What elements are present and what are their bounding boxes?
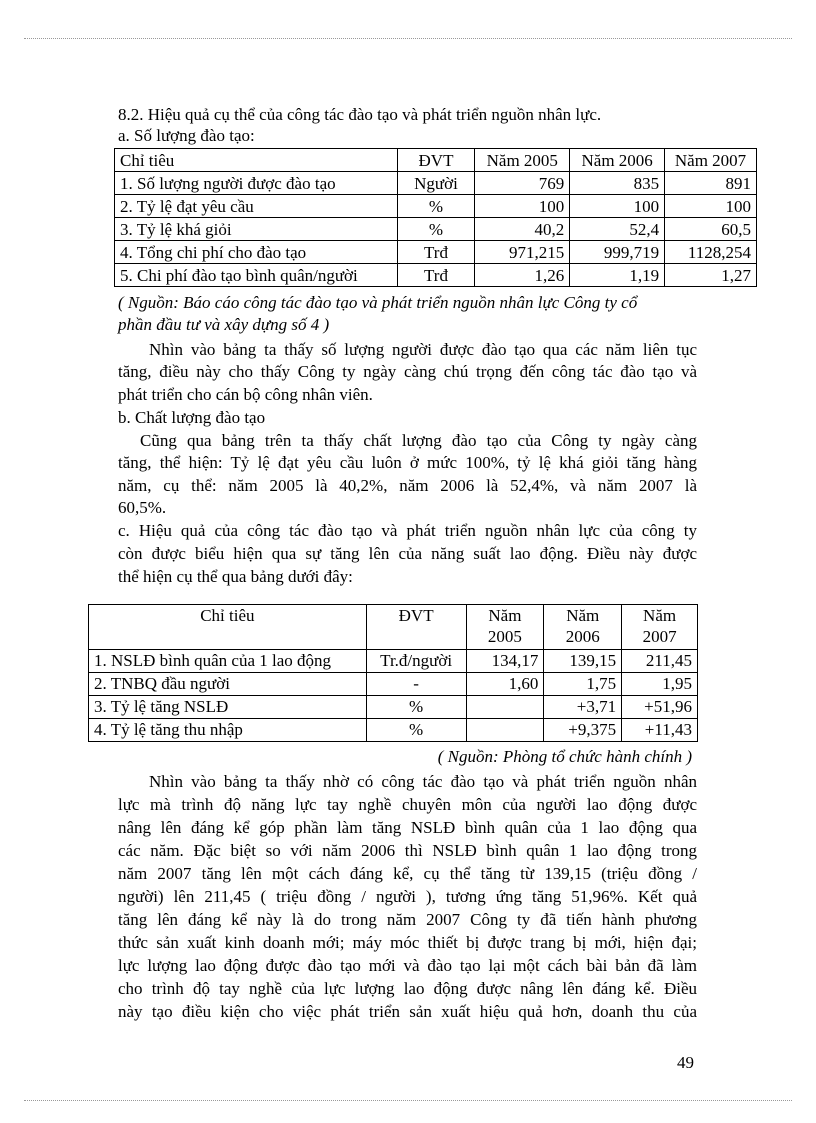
paragraph-line: tăng, thể hiện: Tỷ lệ đạt yêu cầu luôn ở mức 100%, tỷ lệ khá giỏi tăng hàng <box>118 453 697 472</box>
table-cell: 1,19 <box>570 264 665 287</box>
header-cell: Năm 2007 <box>665 149 757 172</box>
header-label: Năm <box>566 606 600 625</box>
table-cell: 100 <box>665 195 757 218</box>
table-cell: 4. Tổng chi phí cho đào tạo <box>115 241 398 264</box>
table-cell: % <box>366 719 466 742</box>
header-cell <box>544 605 622 650</box>
table-cell: 1,60 <box>466 673 544 696</box>
table-row <box>115 241 757 264</box>
paragraph-line: năm, cụ thể: năm 2005 là 40,2%, năm 2006 là 52,4%, và năm 2007 là <box>118 476 697 495</box>
table-row <box>115 218 757 241</box>
table-cell: 769 <box>475 172 570 195</box>
table-header-row <box>89 605 698 650</box>
table-cell: 1,26 <box>475 264 570 287</box>
paragraph-line: thể hiện cụ thể qua bảng dưới đây: <box>118 567 353 586</box>
top-border <box>24 38 792 39</box>
table-row <box>115 264 757 287</box>
table-row <box>115 172 757 195</box>
header-year: 2006 <box>565 627 600 646</box>
paragraph-line: tăng lên đáng kể này là do trong năm 2007 Công ty đã tiến hành phương <box>118 910 697 929</box>
training-table <box>114 148 757 287</box>
paragraph-line: còn được biểu hiện qua sự tăng lên của năng suất lao động. Điều này được <box>118 544 697 563</box>
table-cell <box>466 719 544 742</box>
table-cell: 1,95 <box>622 673 698 696</box>
table-cell: 40,2 <box>475 218 570 241</box>
paragraph-line: người) lên 211,45 ( triệu đồng / người ), tương ứng tăng 51,96%. Kết quả <box>118 887 697 906</box>
paragraph-line: này tạo điều kiện cho việc phát triển sản xuất hiệu quả hơn, doanh thu của <box>118 1002 697 1021</box>
header-cell <box>466 605 544 650</box>
paragraph-line: năm 2007 tăng lên một cách đáng kể, cụ thể tăng từ 139,15 (triệu đồng / <box>118 864 697 883</box>
table-cell: - <box>366 673 466 696</box>
source-note: ( Nguồn: Báo cáo công tác đào tạo và phát triển nguồn nhân lực Công ty cổ <box>118 293 638 312</box>
table-cell: +11,43 <box>622 719 698 742</box>
header-label: Năm <box>488 606 522 625</box>
table-cell <box>466 696 544 719</box>
paragraph-line: nâng lên đáng kể góp phần làm tăng NSLĐ bình quân của 1 lao động qua <box>118 818 697 837</box>
table-cell: 3. Tỷ lệ tăng NSLĐ <box>89 696 367 719</box>
table-cell: 4. Tỷ lệ tăng thu nhập <box>89 719 367 742</box>
table-cell: 100 <box>475 195 570 218</box>
source-note: phần đầu tư và xây dựng số 4 ) <box>118 315 330 334</box>
table-cell: 1128,254 <box>665 241 757 264</box>
table-cell: 999,719 <box>570 241 665 264</box>
table-row <box>89 650 698 673</box>
table-row <box>89 719 698 742</box>
subheading-b: b. Chất lượng đào tạo <box>118 408 266 427</box>
table-cell: 211,45 <box>622 650 698 673</box>
header-label: Năm <box>643 606 677 625</box>
table-cell: Tr.đ/người <box>366 650 466 673</box>
paragraph-line: Nhìn vào bảng ta thấy số lượng người được đào tạo qua các năm liên tục <box>149 340 697 359</box>
header-cell: Chỉ tiêu <box>89 605 367 650</box>
paragraph-line: tăng, điều này cho thấy Công ty ngày càng chú trọng đến công tác đào tạo và <box>118 362 697 381</box>
header-cell: ĐVT <box>366 605 466 650</box>
table-cell: 2. Tỷ lệ đạt yêu cầu <box>115 195 398 218</box>
paragraph-line: c. Hiệu quả của công tác đào tạo và phát triển nguồn nhân lực của công ty <box>118 521 697 540</box>
table-cell: 139,15 <box>544 650 622 673</box>
header-cell <box>622 605 698 650</box>
table-cell: 971,215 <box>475 241 570 264</box>
paragraph-line: 60,5%. <box>118 498 167 517</box>
table-cell: 1,75 <box>544 673 622 696</box>
source-note: ( Nguồn: Phòng tổ chức hành chính ) <box>437 747 692 766</box>
table-cell: 60,5 <box>665 218 757 241</box>
table-cell: 2. TNBQ đầu người <box>89 673 367 696</box>
section-heading: 8.2. Hiệu quả cụ thể của công tác đào tạo và phát triển nguồn nhân lực. <box>118 105 602 124</box>
paragraph-line: Nhìn vào bảng ta thấy nhờ có công tác đào tạo và phát triển nguồn nhân <box>149 772 697 791</box>
paragraph-line: Cũng qua bảng trên ta thấy chất lượng đào tạo của Công ty ngày càng <box>140 431 697 450</box>
table-cell: 134,17 <box>466 650 544 673</box>
table-cell: % <box>397 195 475 218</box>
header-year: 2005 <box>487 627 522 646</box>
table-cell: +9,375 <box>544 719 622 742</box>
table-cell: 1. NSLĐ bình quân của 1 lao động <box>89 650 367 673</box>
table-header-row <box>115 149 757 172</box>
paragraph-line: cho trình độ tay nghề của lực lượng lao động được nâng lên đáng kể. Điều <box>118 979 697 998</box>
table-cell: 1. Số lượng người được đào tạo <box>115 172 398 195</box>
table-row <box>115 195 757 218</box>
table-cell: 891 <box>665 172 757 195</box>
table-cell: % <box>366 696 466 719</box>
table-cell: % <box>397 218 475 241</box>
paragraph-line: lực mà trình độ năng lực tay nghề chuyên môn của người lao động được <box>118 795 697 814</box>
page-number: 49 <box>677 1053 694 1072</box>
table-cell: 100 <box>570 195 665 218</box>
bottom-border <box>24 1100 792 1101</box>
table-row <box>89 696 698 719</box>
header-cell: ĐVT <box>397 149 475 172</box>
table-cell: 1,27 <box>665 264 757 287</box>
table-row <box>89 673 698 696</box>
table-cell: 5. Chi phí đào tạo bình quân/người <box>115 264 398 287</box>
table-cell: Trđ <box>397 241 475 264</box>
productivity-table <box>88 604 698 742</box>
subheading-a: a. Số lượng đào tạo: <box>118 126 255 145</box>
paragraph-line: các năm. Đặc biệt so với năm 2006 thì NSLĐ bình quân 1 lao động trong <box>118 841 697 860</box>
header-year: 2007 <box>642 627 677 646</box>
table-cell: +3,71 <box>544 696 622 719</box>
header-cell: Chỉ tiêu <box>115 149 398 172</box>
paragraph-line: phát triển cho cán bộ công nhân viên. <box>118 385 373 404</box>
table-cell: Người <box>397 172 475 195</box>
table-cell: 3. Tỷ lệ khá giỏi <box>115 218 398 241</box>
table-cell: 835 <box>570 172 665 195</box>
header-cell: Năm 2006 <box>570 149 665 172</box>
paragraph-line: lực lượng lao động được đào tạo mới và đào tạo lại một cách bài bản đã làm <box>118 956 697 975</box>
header-cell: Năm 2005 <box>475 149 570 172</box>
paragraph-line: thức sản xuất kinh doanh mới; máy móc thiết bị được trang bị mới, hiện đại; <box>118 933 697 952</box>
table-cell: Trđ <box>397 264 475 287</box>
table-cell: +51,96 <box>622 696 698 719</box>
table-cell: 52,4 <box>570 218 665 241</box>
